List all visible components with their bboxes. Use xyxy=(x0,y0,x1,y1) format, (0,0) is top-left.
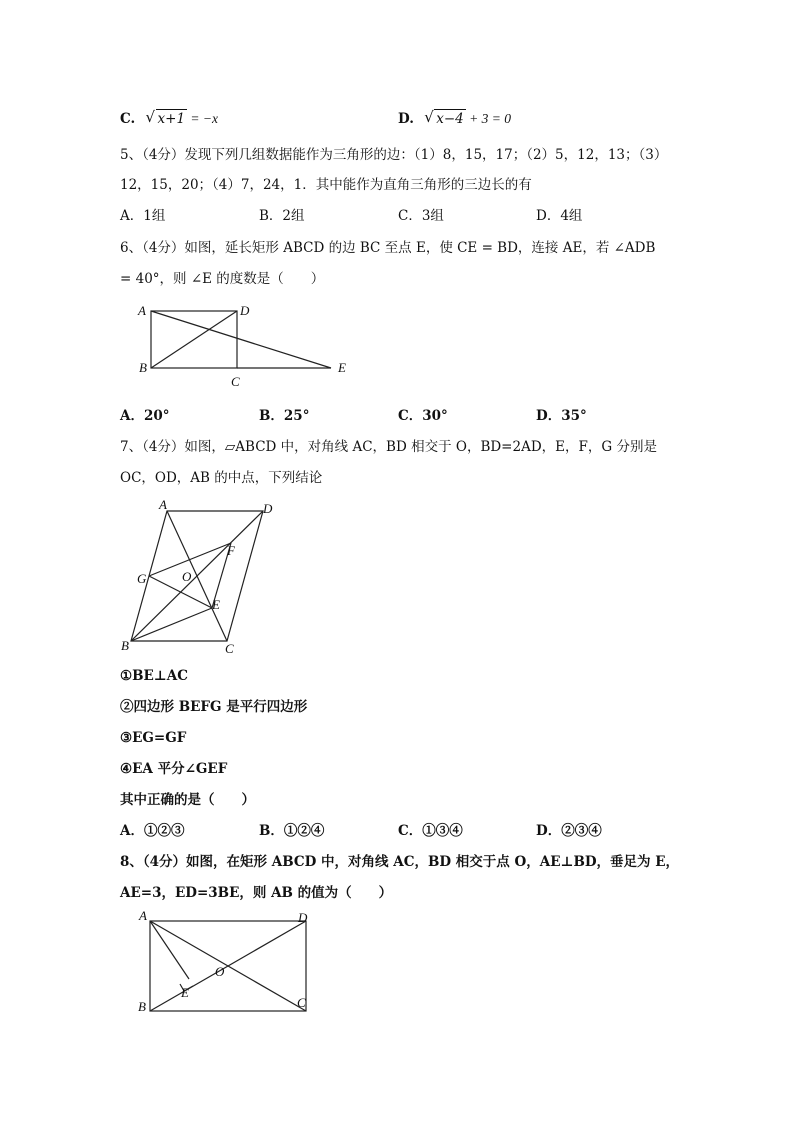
q7-label-e: E xyxy=(212,597,220,612)
q7-figure xyxy=(115,498,285,658)
q8-stem-line1: 8、（4分）如图，在矩形 ABCD 中，对角线 AC，BD 相交于点 O，AE⊥BD，垂足为 E， xyxy=(120,854,680,870)
q8-stem-line2: AE=3，ED=3BE，则 AB 的值为（ ） xyxy=(120,885,393,901)
q7-option-b: B．①②④ xyxy=(259,823,325,839)
q4-option-c-radicand: √ x+1 xyxy=(156,109,188,128)
q6-label-d: D xyxy=(240,303,250,318)
q7-statement-1: ①BE⊥AC xyxy=(120,668,188,684)
q4-option-d xyxy=(398,109,511,128)
q6-label-c: C xyxy=(231,374,240,389)
q6-label-e: E xyxy=(338,360,346,375)
q6-label-a: A xyxy=(138,303,146,318)
q8-label-d: D xyxy=(298,910,308,925)
q6-stem-line2: = 40°，则 ∠E 的度数是（ ） xyxy=(120,271,325,287)
q7-stem-line2: OC，OD，AB 的中点，下列结论 xyxy=(120,470,323,486)
q8-label-o: O xyxy=(215,964,225,979)
q7-statement-4: ④EA 平分∠GEF xyxy=(120,761,228,777)
q6-option-d: D．35° xyxy=(536,408,587,424)
q7-label-a: A xyxy=(159,498,167,512)
q7-statement-2: ②四边形 BEFG 是平行四边形 xyxy=(120,699,308,715)
q4-option-c xyxy=(120,109,218,128)
q4-option-d-rest: + 3 = 0 xyxy=(465,111,511,126)
q6-figure xyxy=(135,300,365,395)
q5-stem-line2: 12，15，20；（4）7，24，1．其中能作为直角三角形的三边长的有 xyxy=(120,177,532,193)
q8-label-e: E xyxy=(181,985,189,1000)
q7-statement-3: ③EG=GF xyxy=(120,730,187,746)
q5-option-a: A．1组 xyxy=(120,208,166,224)
q8-label-c: C xyxy=(297,995,306,1010)
q6-option-a: A．20° xyxy=(120,408,170,424)
q4-option-d-label: D. xyxy=(398,111,414,127)
q7-stem-line1: 7、（4分）如图，▱ABCD 中，对角线 AC，BD 相交于 O，BD=2AD，E，F，G 分别是 xyxy=(120,439,657,455)
q8-segment-ae xyxy=(150,921,189,979)
q6-segment-bd xyxy=(151,311,237,368)
q7-segment-ge xyxy=(149,576,212,608)
q7-ask: 其中正确的是（ ） xyxy=(120,792,255,808)
q7-label-c: C xyxy=(225,641,234,656)
q6-option-b: B．25° xyxy=(259,408,310,424)
q7-label-g: G xyxy=(137,571,147,586)
q6-stem-line1: 6、（4分）如图，延长矩形 ABCD 的边 BC 至点 E，使 CE = BD，连接 AE，若 ∠ADB xyxy=(120,240,656,256)
q4-option-c-label: C. xyxy=(120,111,136,127)
q4-option-d-radicand: √ x−4 xyxy=(434,109,466,128)
q5-option-c: C．3组 xyxy=(398,208,444,224)
q6-label-b: B xyxy=(139,360,147,375)
q4-option-c-rest: = −x xyxy=(187,111,218,126)
q5-stem-line1: 5、（4分）发现下列几组数据能作为三角形的边：（1）8，15，17；（2）5，12，13；（3） xyxy=(120,147,668,163)
q7-option-c: C．①③④ xyxy=(398,823,463,839)
q6-segment-ae xyxy=(151,311,331,368)
q6-option-c: C．30° xyxy=(398,408,448,424)
q7-segment-be xyxy=(131,608,212,641)
q7-option-d: D．②③④ xyxy=(536,823,602,839)
q7-label-b: B xyxy=(121,638,129,653)
q8-label-b: B xyxy=(138,999,146,1014)
q7-diagonal-bd xyxy=(131,511,263,641)
q7-option-a: A．①②③ xyxy=(120,823,185,839)
q7-label-f: F xyxy=(227,543,235,558)
q5-option-b: B．2组 xyxy=(259,208,305,224)
q8-label-a: A xyxy=(139,908,147,923)
q7-label-o: O xyxy=(182,569,192,584)
q8-figure xyxy=(135,908,325,1018)
q5-option-d: D．4组 xyxy=(536,208,583,224)
q7-label-d: D xyxy=(263,501,273,516)
